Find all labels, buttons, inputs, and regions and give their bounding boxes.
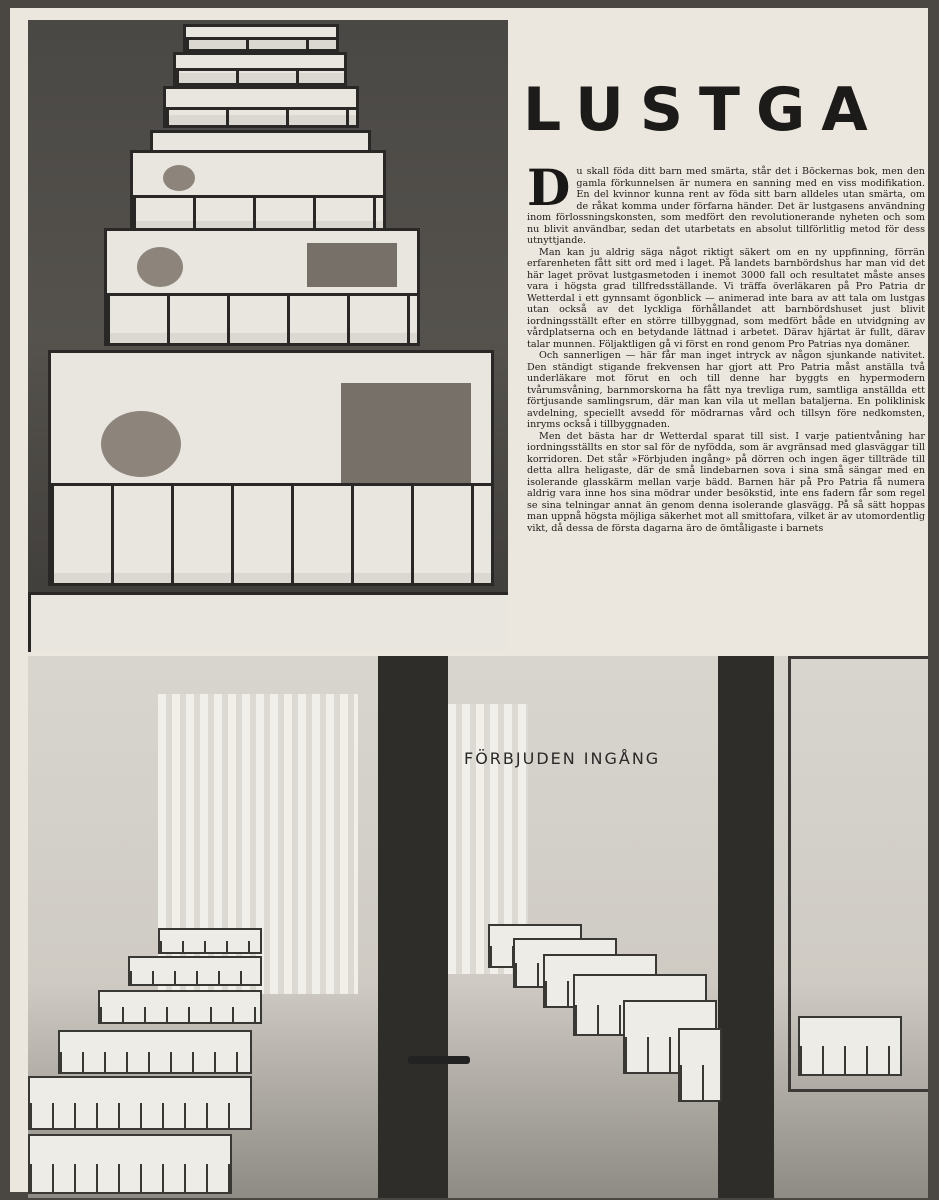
crib (128, 956, 262, 986)
paragraph: Man kan ju aldrig säga något riktigt säkert om en ny uppfinning, förrän erfarenheten fått sitt ord med i laget. På landets barnbördshus har man vid det här laget prövat lustgasmetoden i inemot 3000 fall och resultatet måste anses vara i högsta grad tillfredsställande. Vi träffa överläkaren på Pro Patria dr Wetterdal i ett gynnsamt ögonblick — animerad inte bara av att tala om lustgas utan också av det lyckliga förhållandet att barnbördshuset just blivit iordningsställt efter en större tillbyggnad, som medfört både en utvidgning av vårdplatserna och en betydande lättnad i arbetet. Därav hjärtat är fullt, därav talar munnen. Följaktligen gå vi först en rond genom Pro Patrias nya domäner. (527, 246, 925, 350)
paragraph: Du skall föda ditt barn med smärta, står det i Böckernas bok, men den gamla förkunnelsen är numera en sanning med en viss modifikation. En del kvinnor kunna rent av föda sitt barn alldeles utan smärta, om de råkat komma under förfarna händer. Det är lustgasens användning inom förlossningskonsten, som medfört den revolutionerande nyheten och som nu blivit användbar, sedan det utarbetats en absolut tillförlitlig metod för dess utnyttjande. (527, 158, 925, 246)
magazine-page (10, 8, 928, 1192)
paragraph: Men det bästa har dr Wetterdal sparat till sist. I varje patientvåning har iordningsställts en stor sal för de nyfödda, som är avgränsad med glasväggar till korridoren. Det står »Förbjuden ingång» på dörren och ingen äger tillträde till detta allra heligaste, där de små lindebarnen sova i sina små sängar med en isolerande glasskärm mellan varje bädd. Barnen här på Pro Patria få numera aldrig vara inne hos sina mödrar under besökstid, inte ens fadern får som regel se sina telningar annat än genom denna isolerande glasvägg. På så sätt hoppas man uppnå högsta möjliga säkerhet mot all smittofara, vilket är av utomordentlig vikt, då dessa de första dagarna äro de ömtåligaste i barnets (527, 430, 925, 534)
crib (173, 52, 347, 86)
article-body (527, 158, 925, 534)
crib (798, 1016, 902, 1076)
crib (104, 228, 420, 346)
crib (678, 1028, 722, 1102)
photo-nursery-glass-wall (28, 656, 928, 1198)
article (515, 20, 928, 654)
door-handle-icon (408, 1056, 470, 1064)
door-frame (378, 656, 448, 1198)
crib (98, 990, 262, 1024)
door-frame (718, 656, 774, 1198)
door-sign: FÖRBJUDEN INGÅNG (464, 749, 661, 768)
crib (183, 24, 339, 52)
article-title: LUSTGA (523, 75, 884, 145)
crib (58, 1030, 252, 1074)
drop-cap: D (527, 158, 571, 217)
crib (48, 350, 494, 586)
photo-cribs-row (28, 20, 508, 652)
crib (28, 1076, 252, 1130)
crib (130, 150, 386, 234)
crib (158, 928, 262, 954)
crib (28, 1134, 232, 1194)
crib (28, 592, 508, 652)
paragraph: Och sannerligen — här får man inget intryck av någon sjunkande nativitet. Den ständigt stigande frekvensen har gjort att Pro Patria måst anställa två underläkare mot förut en och till denne har byggts en hypermodern tvårumsvåning, barnmorskorna ha fått nya trevliga rum, samtliga anställda ett förtjusande samlingsrum, där man kan vila ut mellan bataljerna. En poliklinisk avdelning, speciellt avsedd för mödrarnas vård och tillsyn före nedkomsten, inryms också i tillbyggnaden. (527, 350, 925, 430)
crib (163, 86, 359, 128)
